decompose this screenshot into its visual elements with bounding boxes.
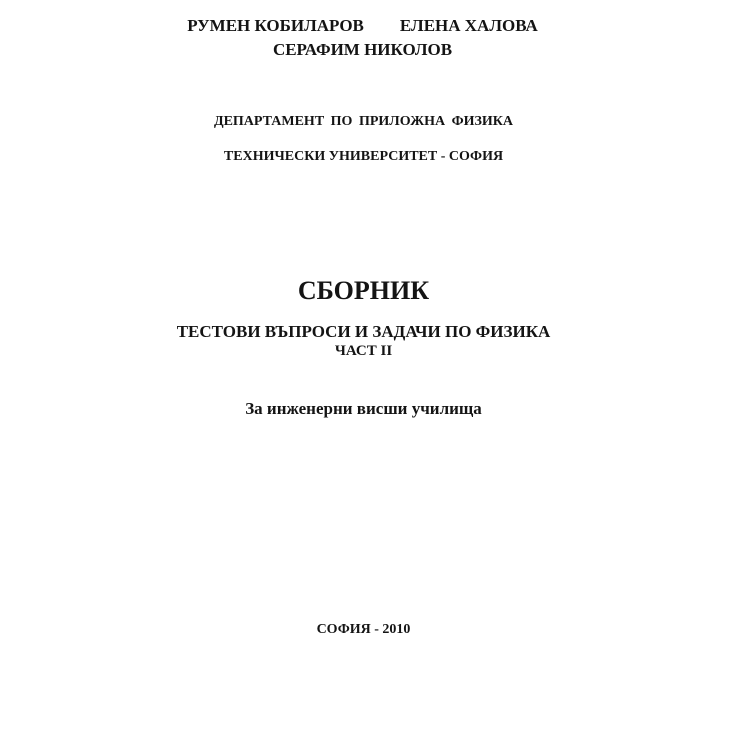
book-subtitle: ТЕСТОВИ ВЪПРОСИ И ЗАДАЧИ ПО ФИЗИКА: [176, 322, 551, 341]
author-name: ЕЛЕНА ХАЛОВА: [399, 16, 538, 35]
author-name: СЕРАФИМ НИКОЛОВ: [272, 40, 453, 59]
book-title: СБОРНИК: [297, 276, 430, 305]
book-audience: За инженерни висши училища: [245, 399, 482, 418]
author-name: РУМЕН КОБИЛАРОВ: [187, 16, 364, 35]
authors-row: [0, 17, 725, 34]
book-part: ЧАСТ II: [334, 343, 393, 359]
university-name: ТЕХНИЧЕСКИ УНИВЕРСИТЕТ - СОФИЯ: [223, 149, 504, 164]
department-name: ДЕПАРТАМЕНТ ПО ПРИЛОЖНА ФИЗИКА: [213, 114, 514, 129]
imprint-city-year: СОФИЯ - 2010: [316, 622, 411, 637]
